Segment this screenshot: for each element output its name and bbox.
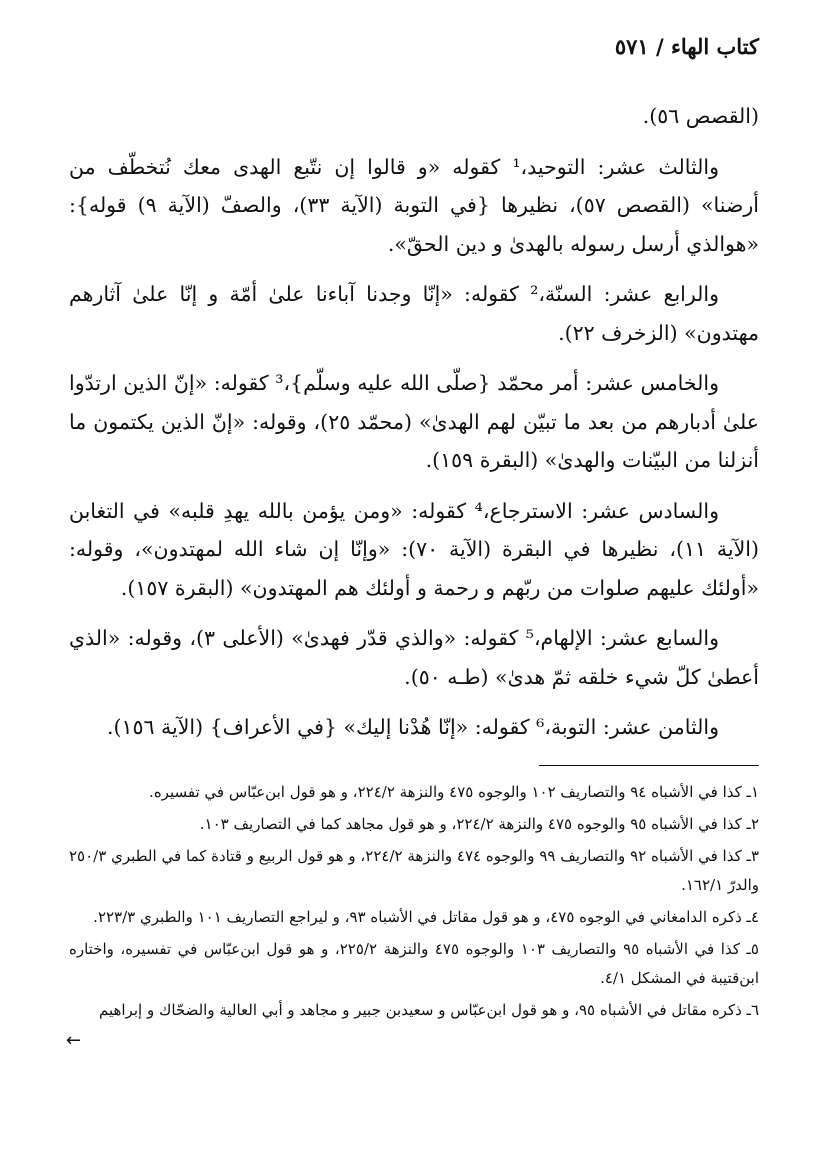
- footnote: ٦ـ ذكره مقاتل في الأشباه ٩٥، و هو قول ابن‌عبّاس و سعيدبن جبير و مجاهد و أبي العالية والضحّاك و إبراهيم: [98, 1001, 759, 1019]
- paragraph: (القصص ٥٦).: [642, 104, 759, 128]
- footnote: ١ـ كذا في الأشباه ٩٤ والتصاريف ١٠٢ والوجوه ٤٧٥ والنزهة ٢٢٤/٢، و هو قول ابن‌عبّاس في تفسيره.: [149, 783, 759, 801]
- footnote-separator: [539, 765, 759, 766]
- paragraph: والخامس عشر: أمر محمّد {صلّى الله عليه وسلّم}،³ كقوله: «إنّ الذين ارتدّوا علىٰ أدبارهم من بعد ما تبيّن لهم الهدىٰ» (محمّد ٢٥)، وقوله: «إنّ الذين يكتمون ما أنزلنا من البيّنات والهدىٰ» (البقرة ١٥٩).: [69, 371, 760, 472]
- continuation-arrow-icon: ←: [66, 1030, 82, 1051]
- paragraph: والرابع عشر: السنّة،² كقوله: «إنّا وجدنا آباءنا علىٰ أمّة و إنّا علىٰ آثارهم مهتدون» (الزخرف ٢٢).: [69, 282, 759, 345]
- footnote: ٥ـ كذا في الأشباه ٩٥ والتصاريف ١٠٣ والوجوه ٤٧٥ والنزهة ٢٢٥/٢، و هو قول ابن‌عبّاس في تفسيره، واختاره ابن‌قتيبة في المشكل ٤/١.: [69, 940, 759, 987]
- paragraph: والثامن عشر: التوبة،⁶ كقوله: «إنّا هُدْنا إليك» {في الأعراف} (الآية ١٥٦).: [106, 715, 719, 739]
- running-head: كتاب الهاء / ٥٧١: [614, 34, 759, 59]
- paragraph: والثالث عشر: التوحيد،¹ كقوله «و قالوا إن نتّبع الهدى معك نُتخطّف من أرضنا» (القصص ٥٧)، نظيرها {في التوبة (الآية ٣٣)، والصفّ (الآية ٩) قوله}: «هوالذي أرسل رسوله بالهدىٰ و دين الحقّ».: [69, 154, 759, 256]
- footnote: ٢ـ كذا في الأشباه ٩٥ والوجوه ٤٧٥ والنزهة ٢٢٤/٢، و هو قول مجاهد كما في التصاريف ١٠٣.: [199, 815, 759, 833]
- main-text: [69, 97, 759, 759]
- paragraph: والسادس عشر: الاسترجاع،⁴ كقوله: «ومن يؤمن بالله يهدِ قلبه» في التغابن (الآية ١١)، نظيرها في البقرة (الآية ٧٠): «وإنّا إن شاء الله لمهتدون»، وقوله: «أولئك عليهم صلوات من ربّهم و رحمة و أولئك هم المهتدون» (البقرة ١٥٧).: [69, 498, 759, 600]
- paragraph: والسابع عشر: الإلهام،⁵ كقوله: «والذي قدّر فهدىٰ» (الأعلى ٣)، وقوله: «الذي أعطىٰ كلّ شيء خلقه ثمّ هدىٰ» (طـه ٥٠).: [69, 626, 759, 689]
- footnote: ٣ـ كذا في الأشباه ٩٢ والتصاريف ٩٩ والوجوه ٤٧٤ والنزهة ٢٢٤/٢، و هو قول الربيع و قتادة كما في الطبري ٢٥٠/٣ والدرّ ١٦٢/١.: [69, 847, 759, 894]
- footnote: ٤ـ ذكره الدامغاني في الوجوه ٤٧٥، و هو قول مقاتل في الأشباه ٩٣، و ليراجع التصاريف ١٠١ والطبري ٢٢٣/٣.: [93, 908, 759, 926]
- footnotes: [69, 778, 759, 1028]
